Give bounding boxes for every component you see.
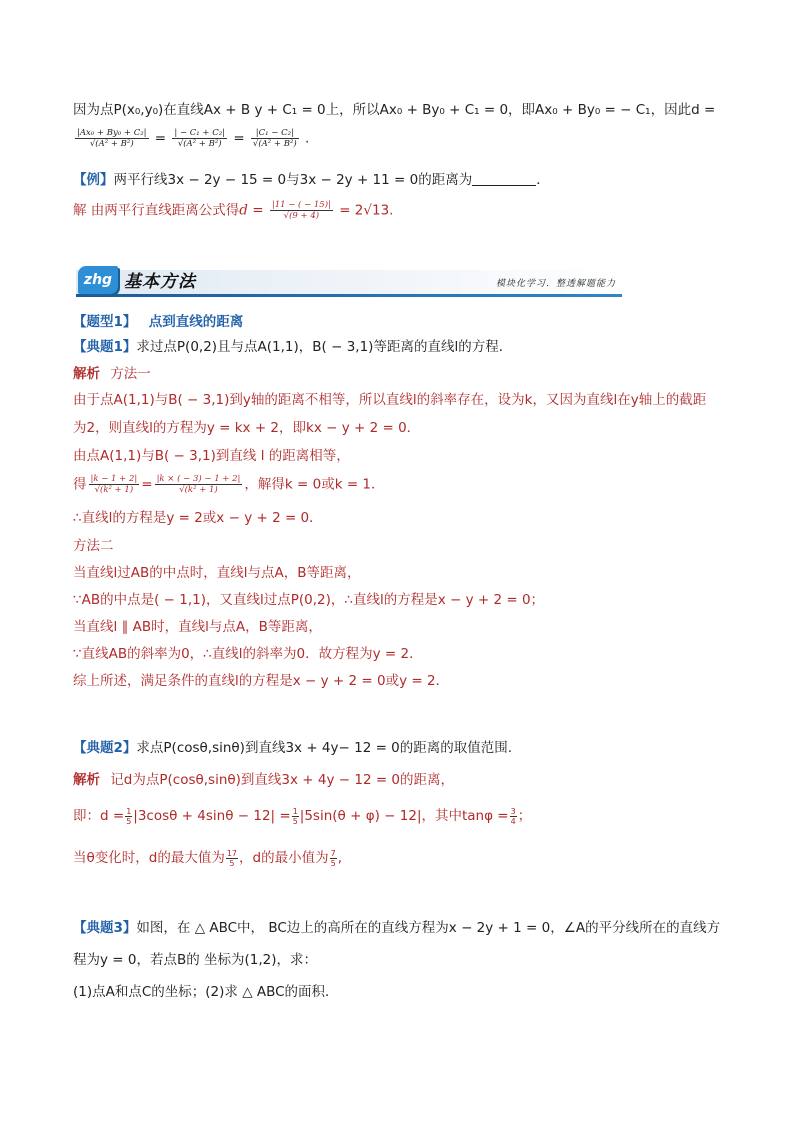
ex1-sol-label: 解析: [73, 366, 100, 382]
example-solution: 解 由两平行直线距离公式得d = $\frac{|11 - ( - 15)|}{√(9 + 4)}$ = 2√13.: [73, 200, 394, 221]
ex1-label: 【典题1】: [73, 339, 137, 355]
zhg-logo: zhg: [78, 266, 118, 294]
ex2-solution-line-1: 解析 记d为点P(cosθ,sinθ)到直线3x + 4y − 12 = 0的距离，: [73, 772, 455, 788]
ex1-line-6: 当直线l过AB的中点时，直线l与点A，B等距离，: [73, 565, 361, 581]
answer-blank: [472, 171, 536, 186]
ex2-text: 求点P(cosθ,sinθ)到直线3x + 4y− 12 = 0的距离的取值范围.: [136, 740, 513, 756]
ex1-line-3: 由点A(1,1)与B( − 3,1)到直线 l 的距离相等，: [73, 448, 350, 464]
intro-line-1: [73, 100, 715, 120]
fraction-1: $\frac{\text{|Ax₀ + By₀ + C₂|}}{\text{√(A² + B²)}}$: [77, 128, 147, 149]
intro-text: 因为点P(x₀,y₀)在直线Ax + B y + C₁ = 0上，所以Ax₀ + By₀ + C₁ = 0，即Ax₀ + By₀ = − C₁，因此d =: [73, 102, 716, 118]
ex1-line-8: 当直线l ∥ AB时，直线l与点A，B等距离，: [73, 619, 322, 635]
ex3-line-1: 【典题3】如图，在 △ ABC中， BC边上的高所在的直线方程为x − 2y + 1 = 0，∠A的平分线所在的直线方: [73, 920, 721, 936]
ex3-label: 【典题3】: [73, 920, 137, 936]
example-line: 【例】两平行线3x − 2y − 15 = 0与3x − 2y + 11 = 0的距离为 ．: [73, 172, 550, 188]
ex1-fraction-a: $\frac{|k - 1 + 2|}{\text{√(k² + 1)}}$: [90, 474, 138, 495]
solution-fraction: $\frac{|11 - ( - 15)|}{√(9 + 4)}$: [271, 200, 331, 221]
one-fifth-a: $\frac{1}{5}$: [126, 806, 132, 826]
ex1-line-7: ∵AB的中点是( − 1,1)，又直线l过点P(0,2)，∴直线l的方程是x − y + 2 = 0；: [73, 592, 545, 608]
equals-1: =: [154, 130, 167, 147]
section-banner: [76, 266, 622, 298]
ex1-line-4: 得 $\frac{|k - 1 + 2|}{\text{√(k² + 1)}}$ = $\frac{|k \times ( - 3) - 1 + 2|}{\text{√(k² + 1)}}$ ，解得k = 0或k = 1．: [73, 474, 385, 495]
ex3-line-2: 程为y = 0，若点B的 坐标为(1,2)，求：: [73, 952, 318, 968]
three-quarters: $\frac{3}{4}$: [510, 806, 516, 826]
method-2-label: 方法二: [73, 538, 114, 554]
ex2-label: 【典题2】: [73, 740, 137, 756]
solution-text: 由两平行直线距离公式得: [90, 202, 240, 219]
ex2-solution-line-2: 即：d = $\frac{1}{5}$ |3cosθ + 4sinθ − 12| = $\frac{1}{5}$ |5sin(θ + φ) − 12|，其中tanφ = $\frac{3}{4}$ ；: [73, 806, 532, 826]
ex1-fraction-b: $\frac{|k \times ( - 3) - 1 + 2|}{\text{√(k² + 1)}}$: [156, 474, 241, 495]
solution-result: = 2√13.: [339, 202, 394, 219]
ex1-line-10: 综上所述，满足条件的直线l的方程是x − y + 2 = 0或y = 2．: [73, 673, 450, 689]
solution-label: 解: [73, 202, 87, 219]
ex2-sol-label: 解析: [73, 772, 100, 788]
topic-label: 【题型1】: [73, 314, 137, 330]
intro-formula: [73, 128, 309, 149]
ex1-question: [73, 337, 512, 357]
one-fifth-b: $\frac{1}{5}$: [292, 806, 298, 826]
ex1-line-5: ∴直线l的方程是y = 2或x − y + 2 = 0．: [73, 510, 323, 526]
fraction-3: $\frac{\text{|C₁ − C₂|}}{\text{√(A² + B²)}}$: [252, 128, 297, 149]
ex1-text: 求过点P(0,2)且与点A(1,1)，B( − 3,1)等距离的直线l的方程．: [136, 339, 513, 355]
max-fraction: $\frac{17}{5}$: [226, 848, 238, 868]
min-fraction: $\frac{7}{5}$: [330, 848, 336, 868]
banner-underline: [76, 294, 622, 297]
section-slogan: 模块化学习．整透解题能力: [495, 279, 616, 289]
topic-title: 点到直线的距离: [148, 314, 244, 330]
ex2-solution-line-3: 当θ变化时，d的最大值为 $\frac{17}{5}$ ，d的最小值为 $\frac{7}{5}$ ,: [73, 848, 342, 868]
equals-2: =: [233, 130, 245, 147]
example-text: 两平行线3x − 2y − 15 = 0与3x − 2y + 11 = 0的距离为: [113, 172, 473, 188]
example-label: 【例】: [73, 172, 114, 188]
ex2-question: [73, 738, 512, 758]
period: .: [305, 130, 310, 147]
section-title: 基本方法: [124, 272, 196, 292]
fraction-2: $\frac{\text{| − C₁ + C₂|}}{\text{√(A² + B²)}}$: [174, 128, 226, 149]
ex3-line-3: (1)点A和点C的坐标；(2)求 △ ABC的面积．: [73, 984, 339, 1000]
ex1-line-9: ∵直线AB的斜率为0，∴直线l的斜率为0．故方程为y = 2．: [73, 646, 423, 662]
ex1-solution-label: [73, 364, 151, 384]
method-1-label: 方法一: [110, 366, 151, 382]
ex1-line-1: 由于点A(1,1)与B( − 3,1)到y轴的距离不相等，所以直线l的斜率存在，设为k，又因为直线l在y轴上的截距: [73, 392, 707, 408]
ex1-line-2: 为2，则直线l的方程为y = kx + 2，即kx − y + 2 = 0．: [73, 420, 421, 436]
topic-heading: [73, 312, 243, 332]
